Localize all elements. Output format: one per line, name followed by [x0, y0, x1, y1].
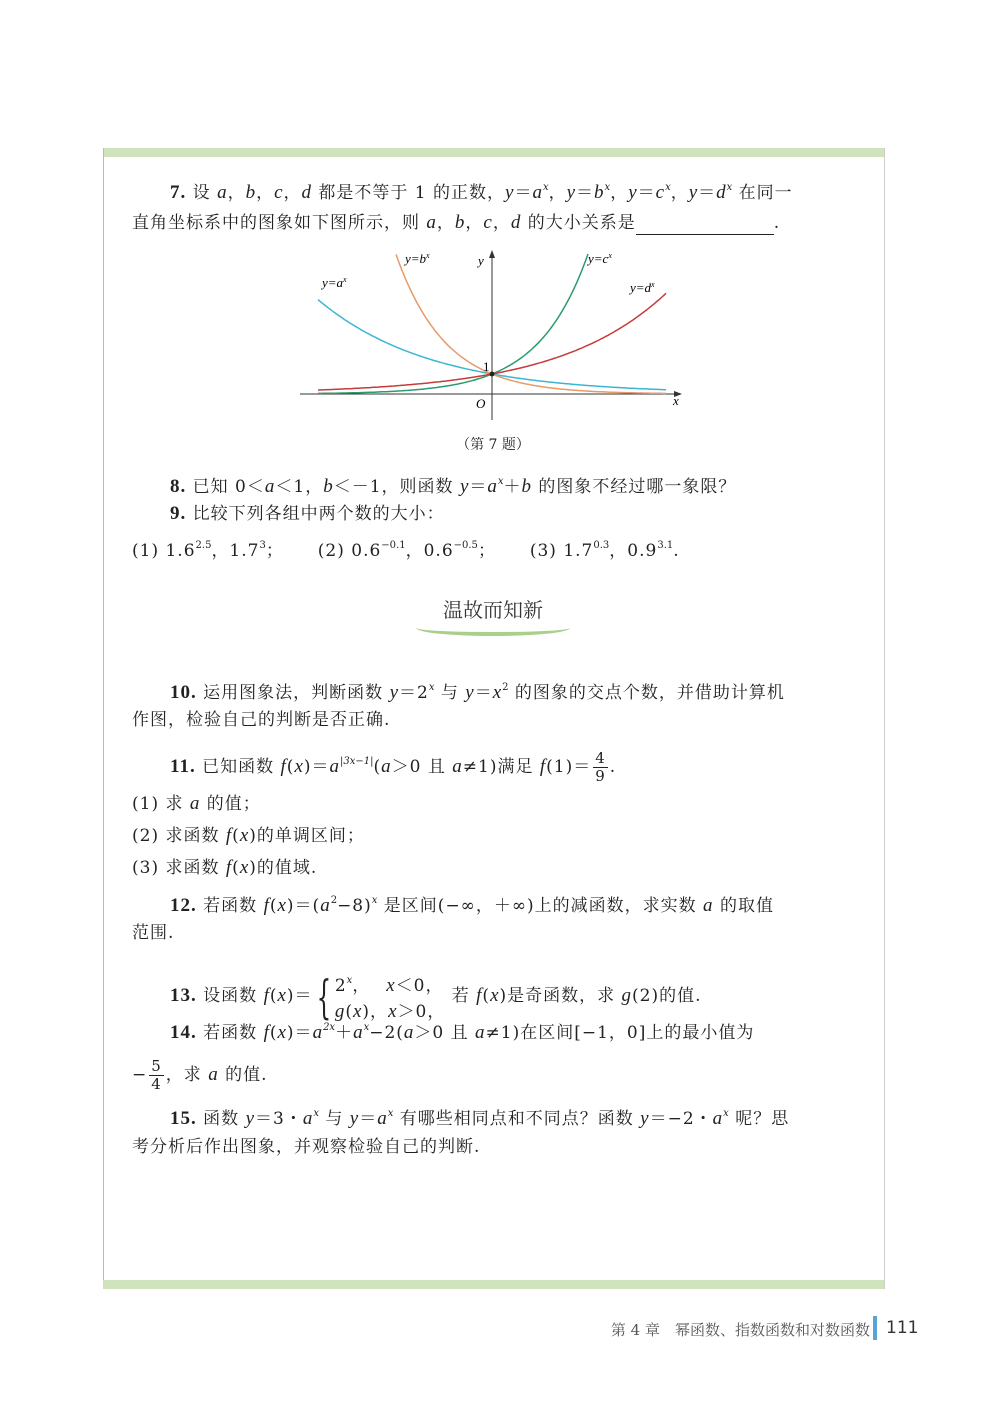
text: 设函数	[196, 986, 264, 1006]
text: ＞0 且	[391, 757, 453, 777]
curve-c	[318, 254, 588, 393]
math-var: a	[208, 1064, 219, 1085]
math-var: b	[521, 476, 533, 497]
text: 的图象的交点个数，并借助计算机	[508, 683, 785, 703]
text: ，	[465, 213, 484, 233]
text-line	[132, 856, 317, 880]
math-var: a	[264, 476, 276, 497]
curve-label-text: y=b	[405, 251, 427, 266]
text: .	[673, 541, 680, 561]
section-title: 温故而知新	[443, 598, 543, 622]
text: 若函数	[196, 896, 264, 916]
text: 呢？思	[728, 1109, 790, 1129]
math-var: f	[263, 895, 270, 916]
curve-label-text: y=d	[630, 280, 652, 295]
text: ＝	[576, 183, 595, 203]
superscript: x	[542, 182, 549, 193]
math-var: a	[353, 1022, 364, 1043]
math-var: f	[263, 1022, 270, 1043]
text: (	[482, 986, 491, 1006]
superscript: x	[726, 182, 733, 193]
superscript: x	[604, 182, 611, 193]
superscript: x	[346, 975, 353, 986]
problem-number: 8.	[170, 476, 187, 497]
text: ＝	[474, 683, 493, 703]
exponential-graph-figure	[290, 245, 700, 425]
text: −2(	[369, 1023, 404, 1043]
problem-number: 7.	[170, 182, 187, 203]
math-var: x	[386, 975, 396, 996]
superscript: 3.1	[657, 540, 674, 551]
text: .	[773, 213, 781, 233]
text: 与	[318, 1109, 350, 1129]
text-line	[132, 921, 174, 945]
left-brace: {	[316, 969, 332, 1024]
text: ＜－1，则函数	[333, 477, 460, 497]
math-var: f	[225, 825, 233, 846]
text: ＝−2・	[649, 1109, 713, 1129]
text: ，0.6	[405, 541, 454, 561]
superscript: x	[371, 895, 378, 906]
text: 已知 0＜	[186, 477, 265, 497]
text: ，	[548, 183, 567, 203]
text: ，0.9	[609, 541, 658, 561]
problem-number: 12.	[170, 895, 197, 916]
text: )＝	[286, 986, 313, 1006]
text: ≠1)满足	[462, 757, 540, 777]
math-var: b	[594, 182, 605, 203]
math-var: y	[640, 1108, 650, 1129]
math-var: x	[490, 985, 500, 1006]
text-line	[132, 792, 261, 816]
math-var: y	[465, 682, 475, 703]
math-var: f	[225, 857, 233, 878]
text-line	[132, 1135, 480, 1159]
origin-label: O	[476, 396, 486, 411]
math-var: a	[403, 1022, 415, 1043]
fraction-numerator: 4	[595, 749, 606, 767]
curve-label	[628, 280, 655, 295]
y-axis-label: y	[478, 253, 484, 268]
math-var: a	[320, 895, 331, 916]
text: 设	[186, 183, 218, 203]
text: )的值域.	[249, 858, 318, 878]
text: ，	[670, 183, 689, 203]
text: 作图，检验自己的判断是否正确.	[132, 710, 391, 730]
problem-number: 9.	[170, 503, 187, 524]
superscript: x	[723, 1108, 729, 1119]
text: (	[232, 826, 240, 846]
problem-number: 15.	[170, 1108, 197, 1129]
x-axis-label: x	[673, 393, 679, 408]
text: ，	[436, 213, 455, 233]
math-var: a	[426, 212, 437, 233]
text: )＝	[303, 757, 330, 777]
text: ＜0，	[395, 976, 444, 996]
text: 考分析后作出图象，并观察检验自己的判断.	[132, 1137, 481, 1157]
math-var: d	[510, 212, 522, 233]
text: ，	[227, 183, 246, 203]
math-var: y	[459, 476, 470, 497]
text: 与	[434, 683, 466, 703]
text-line	[170, 470, 736, 499]
math-var: a	[712, 1108, 724, 1129]
text: (	[232, 858, 240, 878]
text: (	[269, 896, 278, 916]
math-var: f	[476, 985, 483, 1006]
math-var: x	[352, 1001, 363, 1022]
text-line	[170, 750, 616, 785]
text: 有哪些相同点和不同点？函数	[393, 1109, 641, 1129]
text: ＜1，	[275, 477, 324, 497]
math-var: g	[621, 985, 633, 1006]
text: ＝	[698, 183, 717, 203]
section-banner	[416, 594, 570, 634]
footer-chapter: 第 4 章 幂函数、指数函数和对数函数	[610, 1321, 870, 1339]
text: 2	[334, 976, 347, 996]
text: ； (3) 1.7	[477, 541, 594, 561]
math-var: a	[302, 1108, 314, 1129]
text: (2)的值.	[632, 986, 702, 1006]
superscript: x	[363, 1022, 370, 1033]
text: ，	[256, 183, 275, 203]
text-line	[132, 534, 680, 563]
math-var: x	[492, 682, 503, 703]
math-var: x	[277, 1022, 287, 1043]
text: (2) 求函数	[132, 826, 226, 846]
math-var: b	[245, 182, 257, 203]
curve-label	[320, 275, 347, 290]
text-line	[170, 176, 793, 205]
superscript: x	[313, 1108, 319, 1119]
math-var: g	[334, 1001, 346, 1022]
problem-number: 14.	[170, 1022, 197, 1043]
math-var: a	[329, 756, 341, 777]
math-var: x	[294, 756, 304, 777]
text: 的值.	[218, 1065, 268, 1085]
fraction-denominator: 4	[151, 1075, 162, 1093]
superscript: −0.5	[453, 540, 478, 551]
text: 若函数	[196, 1023, 264, 1043]
math-var: a	[189, 793, 201, 814]
curve-label-sup: x	[608, 251, 612, 260]
text: (1) 1.6	[132, 541, 196, 561]
superscript: x	[428, 682, 435, 693]
superscript: x	[497, 476, 504, 487]
math-var: c	[483, 212, 493, 233]
math-var: a	[312, 1022, 324, 1043]
text: ，	[610, 183, 629, 203]
text: ＝	[514, 183, 533, 203]
text: ＋	[503, 477, 522, 497]
fraction	[149, 1058, 164, 1093]
superscript: −0.1	[381, 540, 406, 551]
math-var: a	[217, 182, 228, 203]
text: 函数	[196, 1109, 246, 1129]
y-axis-arrow	[489, 250, 495, 258]
text-line	[170, 1102, 789, 1131]
curve-label-sup: x	[651, 280, 655, 289]
text: ，	[352, 976, 387, 996]
text: (1) 求	[132, 794, 190, 814]
superscript: 2x	[323, 1022, 336, 1033]
page-marker	[873, 1316, 877, 1340]
superscript: x	[387, 1108, 394, 1119]
math-var: y	[628, 182, 638, 203]
text: ＞0 且	[414, 1023, 476, 1043]
text-line	[170, 676, 785, 705]
text-line	[170, 1016, 754, 1045]
text: (	[373, 757, 382, 777]
math-var: x	[239, 857, 250, 878]
text-line	[132, 1058, 268, 1093]
curve-label	[403, 251, 430, 266]
case-row	[335, 968, 445, 999]
math-var: f	[263, 985, 270, 1006]
point-0-1	[490, 372, 495, 377]
text-line	[170, 502, 445, 526]
text: (	[345, 1002, 353, 1022]
text: (	[286, 757, 295, 777]
text: ，	[283, 183, 302, 203]
problem-number: 11.	[170, 756, 196, 777]
text: ＝3・	[255, 1109, 303, 1129]
text: )，	[362, 1002, 389, 1022]
math-var: y	[566, 182, 577, 203]
math-var: a	[532, 182, 543, 203]
text: 若	[445, 986, 477, 1006]
text-line	[170, 889, 774, 918]
text: 运用图象法，判断函数	[196, 683, 390, 703]
math-var: a	[377, 1108, 388, 1129]
text-line	[132, 211, 780, 235]
text: (	[269, 1023, 278, 1043]
superscript: |3x−1|	[340, 756, 374, 767]
math-var: a	[487, 476, 498, 497]
tick-label-one: 1	[483, 359, 490, 374]
math-var: f	[539, 756, 547, 777]
superscript: 3	[259, 540, 266, 551]
text: ≠1)在区间[−1，0]上的最小值为	[485, 1023, 755, 1043]
text: ＝	[359, 1109, 378, 1129]
text: −8)	[337, 896, 372, 916]
fraction-denominator: 9	[595, 767, 606, 785]
superscript: 2	[502, 682, 509, 693]
problem-number: 13.	[170, 985, 197, 1006]
figure-caption: （第 7 题）	[456, 437, 530, 453]
curve-label-sup: x	[343, 275, 347, 284]
curve-b	[396, 254, 666, 393]
math-var: b	[454, 212, 466, 233]
math-var: x	[277, 985, 287, 1006]
fraction	[593, 750, 608, 785]
math-var: a	[703, 895, 714, 916]
math-var: d	[716, 182, 727, 203]
text: 在同一	[732, 183, 793, 203]
text: −	[132, 1065, 148, 1085]
text: ＞0，	[397, 1002, 446, 1022]
superscript: x	[665, 182, 671, 193]
text: 的图象不经过哪一象限？	[532, 477, 737, 497]
math-var: a	[452, 756, 463, 777]
text: 都是不等于 1 的正数，	[312, 183, 506, 203]
superscript: 2	[330, 895, 338, 906]
superscript: 2.5	[195, 540, 212, 551]
text: )是奇函数，求	[499, 986, 622, 1006]
text: ＝	[469, 477, 488, 497]
curve-label-sup: x	[426, 251, 430, 260]
superscript: 0.3	[593, 540, 610, 551]
text: (1)＝	[546, 757, 592, 777]
text: ； (2) 0.6	[265, 541, 382, 561]
math-var: c	[274, 182, 284, 203]
math-var: y	[505, 182, 515, 203]
text: ＋	[335, 1023, 354, 1043]
text: ，1.7	[211, 541, 260, 561]
math-var: d	[301, 182, 312, 203]
text: )＝	[286, 1023, 313, 1043]
banner-underline	[416, 620, 570, 636]
text: 是区间(−∞，＋∞)上的减函数，求实数	[377, 896, 704, 916]
math-var: x	[388, 1001, 398, 1022]
text: .	[609, 757, 617, 777]
text: ，求	[165, 1065, 209, 1085]
text: ，	[492, 213, 511, 233]
text: 的值；	[200, 794, 261, 814]
text: )的单调区间；	[249, 826, 365, 846]
text: 直角坐标系中的图象如下图所示，则	[132, 213, 427, 233]
math-var: y	[389, 682, 399, 703]
fraction-numerator: 5	[151, 1057, 162, 1075]
text: (3) 求函数	[132, 858, 226, 878]
math-var: y	[245, 1108, 255, 1129]
text: 已知函数	[195, 757, 281, 777]
text: 比较下列各组中两个数的大小：	[186, 504, 445, 524]
math-var: b	[323, 476, 334, 497]
text: )＝(	[286, 896, 321, 916]
text: 范围.	[132, 923, 175, 943]
curve-label-text: y=a	[322, 275, 344, 290]
math-var: a	[381, 756, 392, 777]
text-line	[132, 824, 365, 848]
text: 的取值	[713, 896, 774, 916]
answer-blank	[636, 216, 774, 235]
math-var: x	[277, 895, 287, 916]
math-var: c	[655, 182, 666, 203]
problem-number: 10.	[170, 682, 197, 703]
text: 的大小关系是	[521, 213, 636, 233]
text: (	[269, 986, 278, 1006]
page-number: 111	[886, 1318, 919, 1338]
math-var: y	[688, 182, 699, 203]
text: ＝	[637, 183, 656, 203]
text-line	[132, 708, 390, 732]
math-var: y	[349, 1108, 360, 1129]
curve-label	[586, 251, 612, 266]
bottom-green-bar	[103, 1280, 884, 1289]
math-var: x	[239, 825, 250, 846]
math-var: f	[280, 756, 287, 777]
curve-label-text: y=c	[588, 251, 609, 266]
math-var: a	[475, 1022, 486, 1043]
text: ＝2	[399, 683, 429, 703]
